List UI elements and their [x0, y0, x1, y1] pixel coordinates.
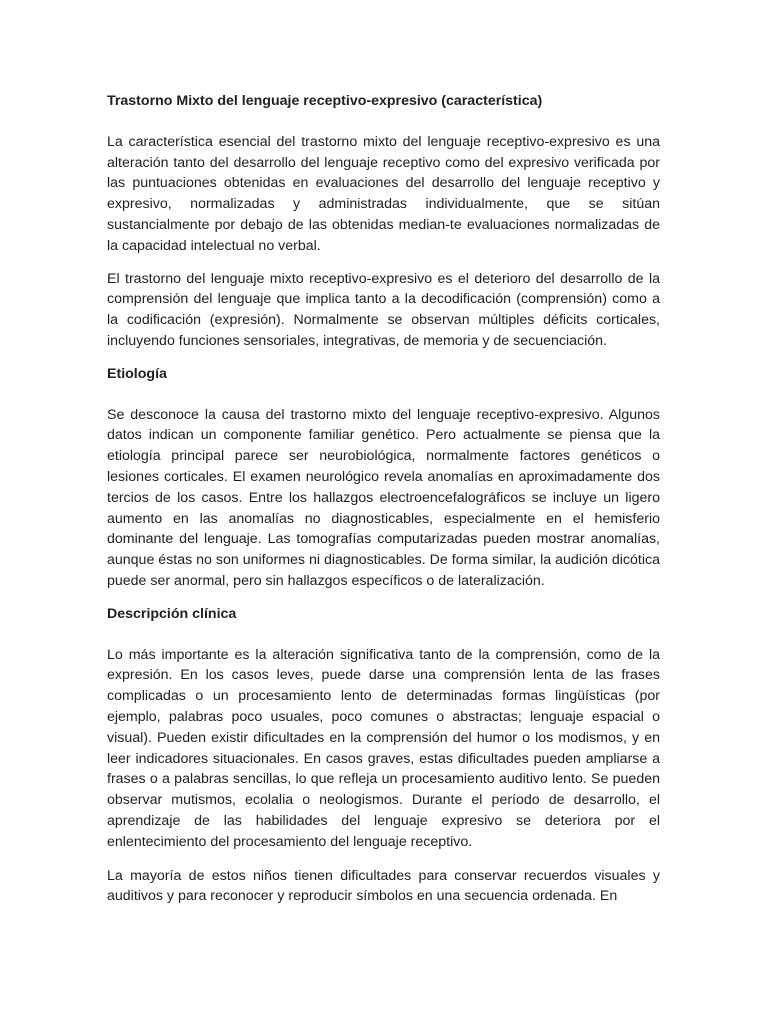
- paragraph-deterioro-desarrollo: El trastorno del lenguaje mixto receptivo-expresivo es el deterioro del desarrollo de la comprensión del lenguaje que implica tanto a la decodificación (comprensión) como a la codificación (expresión). Normalmente se observan múltiples déficits corticales, incluyendo funciones sensoriales, integrativas, de memoria y de secuenciación.: [107, 270, 660, 349]
- section-heading-trastorno-mixto: Trastorno Mixto del lenguaje receptivo-expresivo (característica): [107, 93, 543, 109]
- paragraph-recuerdos-visuales: La mayoría de estos niños tienen dificultades para conservar recuerdos visuales y auditivos y para reconocer y reproducir símbolos en una secuencia ordenada. En: [107, 867, 660, 905]
- document-page: [107, 91, 660, 919]
- section-heading-descripcion-clinica: Descripción clínica: [107, 605, 237, 622]
- paragraph-descripcion-clinica: Lo más importante es la alteración significativa tanto de la comprensión, como de la expresión. En los casos leves, puede darse una comprensión lenta de las frases complicadas o un procesamiento lento de determinadas formas lingüísticas (por ejemplo, palabras poco usuales, poco comunes o abstractas; lenguaje espacial o visual). Pueden existir dificultades en la comprensión del humor o los modismos, y en leer indicadores situacionales. En casos graves, estas dificultades pueden ampliarse a frases o a palabras sencillas, lo que refleja un procesamiento auditivo lento. Se pueden observar mutismos, ecolalia o neologismos. Durante el período de desarrollo, el aprendizaje de las habilidades del lenguaje expresivo se deteriora por el enlentecimiento del procesamiento del lenguaje receptivo.: [107, 646, 660, 850]
- section-heading-etiologia: Etiología: [107, 365, 167, 382]
- paragraph-etiologia: Se desconoce la causa del trastorno mixto del lenguaje receptivo-expresivo. Algunos datos indican un componente familiar genético. Pero actualmente se piensa que la etiología principal parece ser neurobiológica, normalmente factores genéticos o lesiones corticales. El examen neurológico revela anomalías en aproximadamente dos tercios de los casos. Entre los hallazgos electroencefalográficos se incluye un ligero aumento en las anomalías no diagnosticables, especialmente en el hemisferio dominante del lenguaje. Las tomografías computarizadas pueden mostrar anomalías, aunque éstas no son uniformes ni diagnosticables. De forma similar, la audición dicótica puede ser anormal, pero sin hallazgos específicos o de lateralización.: [107, 406, 660, 589]
- paragraph-caracteristica-esencial: La característica esencial del trastorno mixto del lenguaje receptivo-expresivo es una alteración tanto del desarrollo del lenguaje receptivo como del expresivo verificada por las puntuaciones obtenidas en evaluaciones del desarrollo del lenguaje receptivo y expresivo, normalizadas y administradas individualmente, que se sitúan sustancialmente por debajo de las obtenidas median-te evaluaciones normalizadas de la capacidad intelectual no verbal.: [107, 133, 660, 254]
